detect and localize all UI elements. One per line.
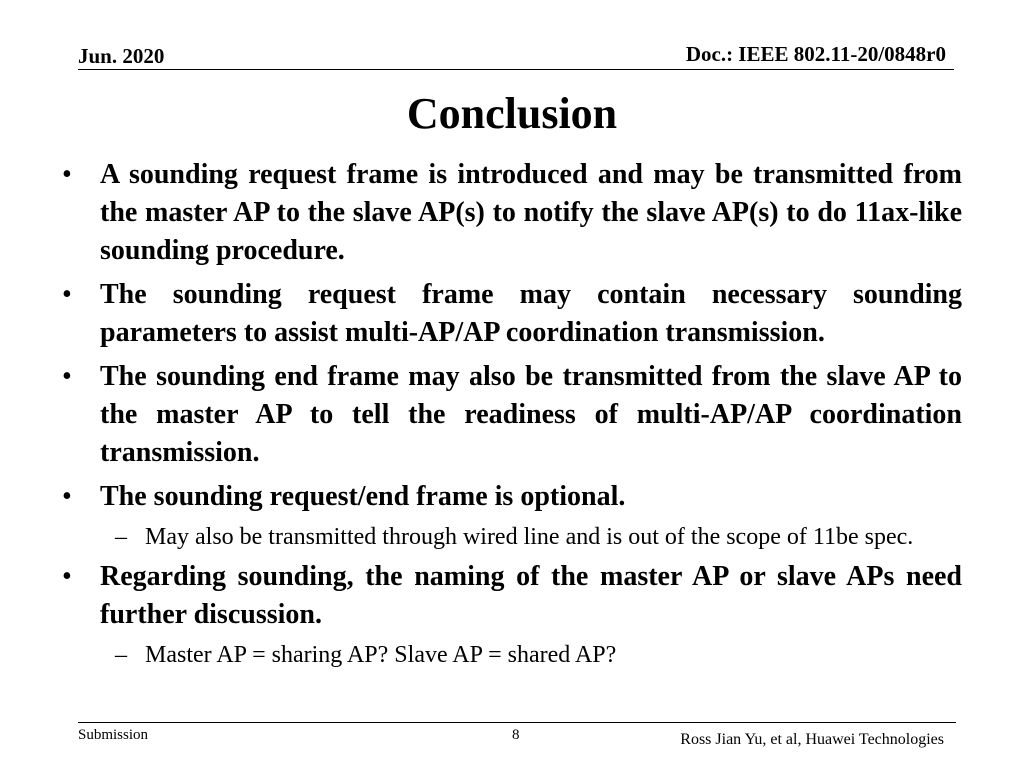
slide-title: Conclusion	[406, 89, 618, 138]
header-date: Jun. 2020	[78, 44, 165, 68]
sub-bullet-marker: –	[115, 524, 127, 550]
footer-authors: Ross Jian Yu, et al, Huawei Technologies	[680, 731, 944, 748]
bullet-marker: •	[62, 561, 72, 592]
slide-body	[62, 156, 962, 676]
bullet-text: The sounding request frame may contain necessary sounding parameters to assist multi-AP/AP coordination transmission.	[100, 279, 962, 348]
bullet-item	[62, 358, 962, 472]
page-number: 8	[512, 727, 520, 743]
bullet-item	[62, 276, 962, 352]
bullet-marker: •	[62, 481, 72, 512]
footer-submission: Submission	[78, 727, 149, 743]
sub-bullet-marker: –	[115, 642, 127, 668]
header-divider	[78, 69, 954, 70]
bullet-item	[62, 558, 962, 634]
bullet-text: The sounding end frame may also be transmitted from the slave AP to the master AP to tell the readiness of multi-AP/AP coordination transmission.	[100, 361, 962, 468]
header-doc-id: Doc.: IEEE 802.11-20/0848r0	[685, 42, 946, 66]
bullet-item	[62, 156, 962, 270]
sub-bullet-text: Master AP = sharing AP? Slave AP = shared AP?	[145, 642, 617, 668]
bullet-marker: •	[62, 279, 72, 310]
bullet-text: Regarding sounding, the naming of the master AP or slave APs need further discussion.	[100, 561, 962, 630]
bullet-marker: •	[62, 159, 72, 190]
bullet-marker: •	[62, 361, 72, 392]
sub-bullet-item	[62, 638, 962, 672]
sub-bullet-text: May also be transmitted through wired line and is out of the scope of 11be spec.	[145, 524, 914, 550]
bullet-item	[62, 478, 962, 516]
bullet-text: The sounding request/end frame is optional.	[100, 481, 626, 512]
footer-divider	[78, 722, 956, 723]
bullet-text: A sounding request frame is introduced and may be transmitted from the master AP to the slave AP(s) to notify the slave AP(s) to do 11ax-like sounding procedure.	[100, 159, 962, 266]
sub-bullet-item	[62, 520, 962, 554]
